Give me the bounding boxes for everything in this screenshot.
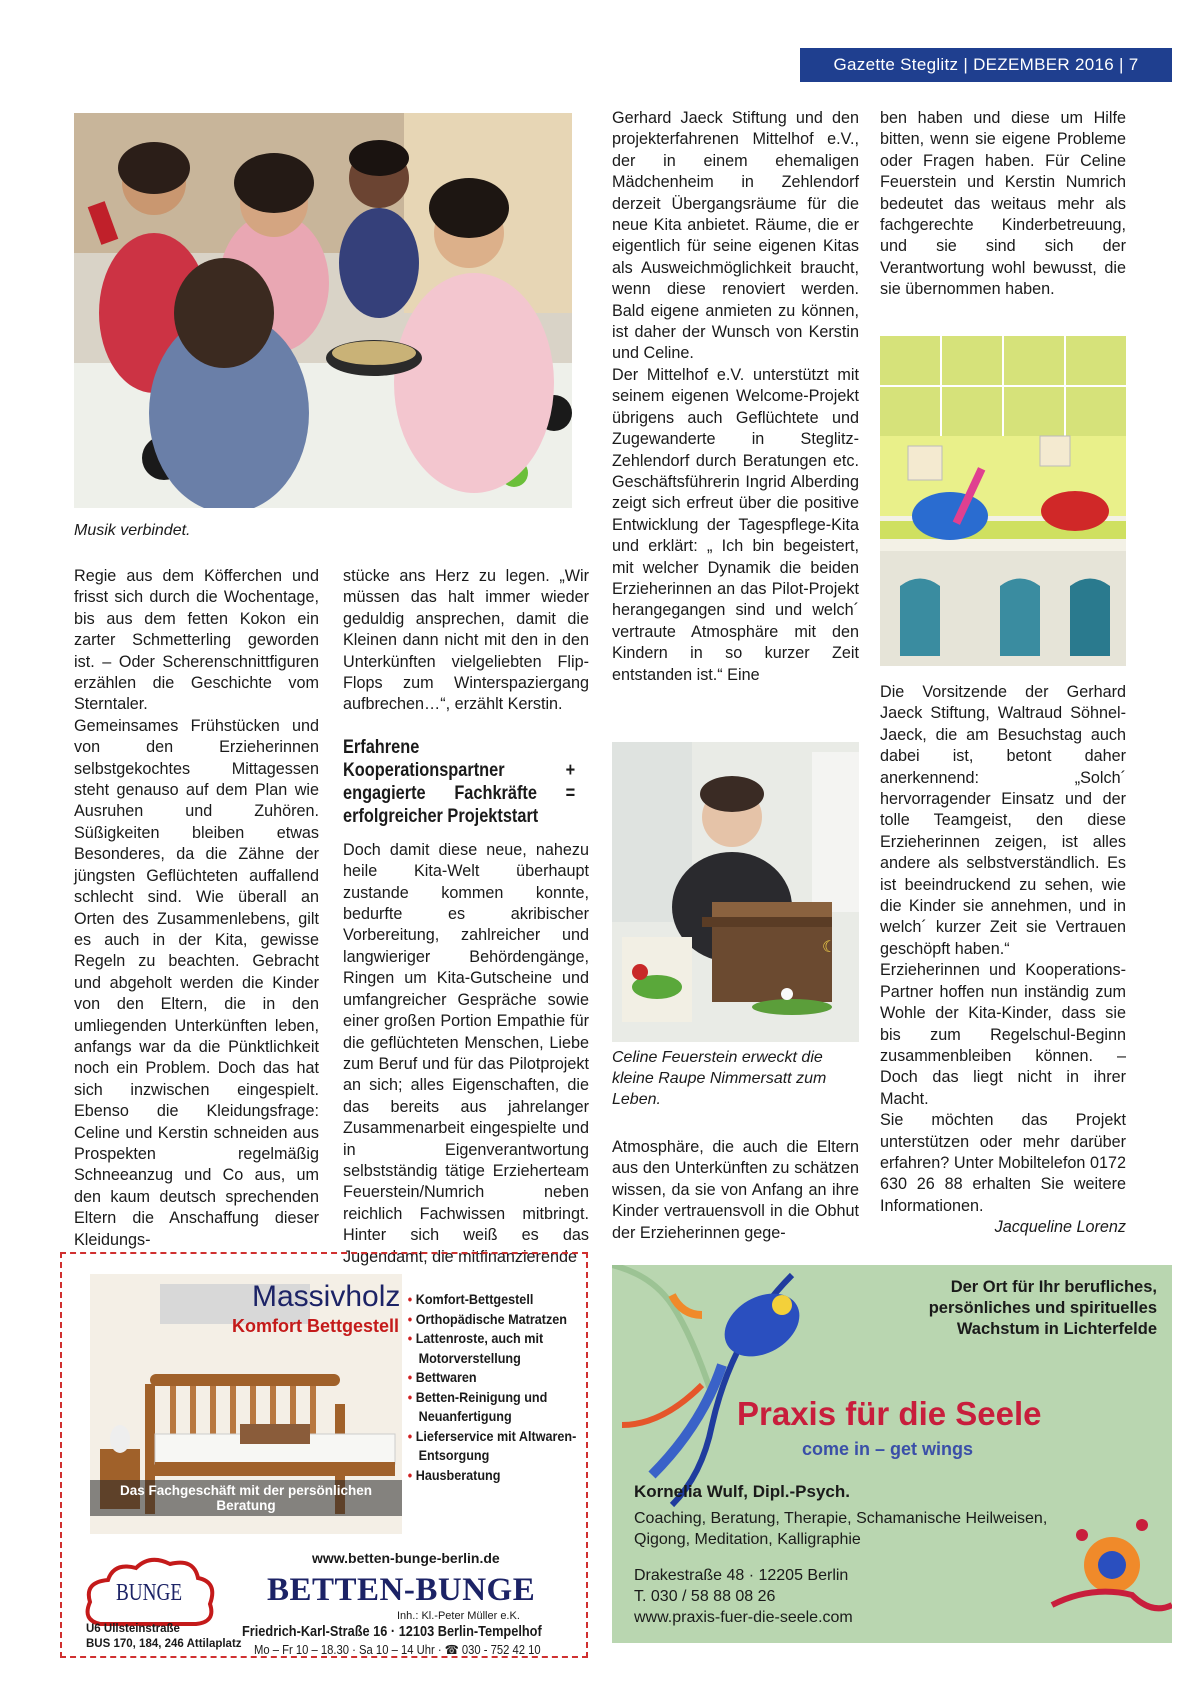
ad-title: Praxis für die Seele [737, 1395, 1042, 1432]
paragraph: ben haben und diese um Hilfe bitten, wenn sie eigene Probleme oder Fragen haben. Für Celine Feuerstein und Kerstin Numrich bedeutet das weitaus mehr als fachgerechte Kinderbetreuung, und sie sind sich der Verantwortung wohl bewusst, die sie übernommen haben. [880, 109, 1126, 299]
ad-contact [634, 1565, 853, 1628]
author-signature: Jacqueline Lorenz [994, 1218, 1126, 1237]
paragraph: Erzieherinnen und Kooperations-Partner hoffen nun inständig zum Wohle der Kita-Kinder, dass sie bis zum Regelschul-Beginn zusammenbleiben können. – Doch das liegt nicht in ihrer Macht. [880, 961, 1126, 1108]
list-item: • Bettwaren [406, 1368, 577, 1388]
transit-bus: BUS 170, 184, 246 Attilaplatz [86, 1638, 242, 1650]
ad-company-name: BETTEN-BUNGE [267, 1572, 536, 1608]
section-heading: Erfahrene Kooperationspartner + engagierte Fachkräfte = erfolgreicher Projektstart [343, 736, 576, 827]
paragraph: Die Vorsitzende der Gerhard Jaeck Stiftung, Waltraud Söhnel-Jaeck, die am Besuchstag auch dabei ist, betont daher anerkennend: „Solch´ hervorragender Einsatz und der tolle Teamgeist, den diese Erzieherinnen zeigen, ist alles andere als selbstverständlich. Es ist beeindruckend zu sehen, wie die Kinder sie annehmen, und in welch´ kurzer Zeit sie Vertrauen geschöpft haben.“ [880, 683, 1126, 958]
transit-ubahn: U6 Ullsteinstraße [86, 1623, 180, 1635]
list-item: • Hausberatung [406, 1466, 577, 1486]
photo-children-music [74, 113, 572, 508]
paragraph: Gerhard Jaeck Stiftung und den projekterfahrenen Mittelhof e.V., der in einem ehemaligen Mädchenheim in Zehlendorf derzeit Übergangsräume für die neue Kita anbietet. Räume, die er eigentlich für seine eigenen Kitas als Ausweichmöglichkeit braucht, wenn diese renoviert werden. Bald eigene anmieten zu können, ist daher der Wunsch von Kerstin und Celine. [612, 109, 859, 363]
ad-brand-massivholz: Massivholz [252, 1280, 401, 1313]
ad-services: Coaching, Beratung, Therapie, Schamanische Heilweisen, Qigong, Meditation, Kalligraphie [634, 1510, 1048, 1548]
article-column-1 [74, 566, 319, 1251]
photo-washroom [880, 336, 1126, 666]
logo-text: BUNGE [116, 1580, 183, 1606]
photo-celine-caterpillar [612, 742, 859, 1042]
svg-text:☾: ☾ [822, 939, 837, 956]
article-column-3-continued [612, 1137, 859, 1244]
paragraph: Gemeinsames Frühstücken und von den Erzieherinnen selbstgekochtes Mittagessen steht genauso auf dem Plan wie Ausruhen und Zuhören. Süßigkeiten bleiben etwas Besonderes, da die Zähne der jüngsten Geflüchteten auffallend schlecht sind. Wie überall an Orten des Zusammenlebens, gilt es auch in der Kita, gewisse Regeln zu beachten. Gebracht und abgeholt werden die Kinder von den Eltern, die in den umliegenden Unterkünften leben, anfangs war da die Pünktlichkeit noch ein Problem. Doch das hat sich inzwischen eingespielt. Ebenso die Kleidungsfrage: Celine und Kerstin schneiden aus Prospekten regelmäßig Schneeanzug und Co aus, um den kaum deutsch sprechenden Eltern die Anschaffung dieser Kleidungs- [74, 716, 319, 1249]
ad-service-list [406, 1290, 577, 1485]
ad-phone: T. 030 / 58 88 08 26 [634, 1588, 776, 1605]
paragraph: stücke ans Herz zu legen. „Wir müssen das halt immer wieder geduldig ansprechen, damit die Kleinen dann nicht mit den in den Unterkünften vielgeliebten Flip-Flops zum Winterspaziergang aufbrechen…“, erzählt Kerstin. [343, 567, 589, 714]
ad-website: www.betten-bunge-berlin.de [312, 1550, 500, 1566]
ad-practitioner: Kornelia Wulf, Dipl.-Psych. [634, 1482, 850, 1501]
ad-hours: Mo – Fr 10 – 18.30 · Sa 10 – 14 Uhr · ☎ 030 - 752 42 10 [254, 1643, 541, 1657]
list-item: • Betten-Reinigung und Neuanfertigung [406, 1388, 577, 1427]
list-item: • Lieferservice mit Altwaren-Entsorgung [406, 1427, 577, 1466]
ad-transit [86, 1622, 242, 1652]
ad-slogan: Der Ort für Ihr berufliches, persönliches und spirituelles Wachstum in Lichterfelde [928, 1278, 1157, 1338]
list-item: • Orthopädische Matratzen [406, 1310, 577, 1330]
washroom-image [880, 336, 1126, 666]
article-column-4 [880, 108, 1126, 301]
paragraph: Atmosphäre, die auch die Eltern aus den Unterkünften zu schätzen wissen, da sie von Anfang an ihre Kinder vertrauensvoll in die Obhut der Erzieherinnen gege- [612, 1138, 859, 1242]
list-item: • Lattenroste, auch mit Motorverstellung [406, 1329, 577, 1368]
children-music-image [74, 113, 572, 508]
ad-praxis-fuer-die-seele [612, 1265, 1172, 1643]
paragraph: Doch damit diese neue, nahezu heile Kita-Welt überhaupt zustande kommen konnte, bedurfte es akribischer Vorbereitung, zahlreicher und langwieriger Behördengänge, Ringen um Kita-Gutscheine und umfangreicher Gespräche sowie einer großen Portion Empathie für die geflüchteten Menschen, Liebe zum Beruf und für das Pilotprojekt an sich; alles Eigenschaften, die das bereits aus jahrelanger Zusammenarbeit eingespielte und in Eigenverantwortung selbstständig tätige Erzieherteam Feuerstein/Numrich neben reichlich Fachwissen mitbringt. Hinter sich weiß es das Jugendamt, die mitfinanzierende [343, 840, 589, 1266]
article-column-4-continued [880, 682, 1126, 1239]
ad-address: Drakestraße 48 · 12205 Berlin [634, 1567, 849, 1584]
ad-betten-bunge [60, 1252, 588, 1658]
ad-address: Friedrich-Karl-Straße 16 · 12103 Berlin-Tempelhof [242, 1624, 542, 1640]
ad-owner: Inh.: Kl.-Peter Müller e.K. [397, 1610, 520, 1622]
article-column-2 [343, 566, 589, 1268]
ad-subtitle: come in – get wings [802, 1439, 974, 1459]
photo-caption-celine: Celine Feuerstein erweckt die kleine Raupe Nimmersatt zum Leben. [612, 1049, 827, 1108]
page-header: Gazette Steglitz | DEZEMBER 2016 | 7 [800, 48, 1172, 82]
paragraph: Sie möchten das Projekt unterstützen oder mehr darüber erfahren? Unter Mobiltelefon 0172 630 26 88 erhalten Sie weitere Informationen. [880, 1111, 1126, 1215]
paragraph: Der Mittelhof e.V. unterstützt mit seinem eigenen Welcome-Projekt übrigens auch Geflüchtete und Zugewanderte in Steglitz-Zehlendorf durch Beratungen etc. Geschäftsführerin Ingrid Alberding zeigt sich erfreut über die positive Entwicklung der Tagespflege-Kita und erklärt: „ Ich bin begeistert, mit welcher Dynamik die beiden Erzieherinnen an das Pilot-Projekt herangegangen sind und welch´ vertraute Atmosphäre mit den Kindern in so kurzer Zeit entstanden ist.“ Eine [612, 365, 859, 684]
ad-tagline: Das Fachgeschäft mit der persönlichen Beratung [90, 1480, 402, 1516]
ad-web: www.praxis-fuer-die-seele.com [634, 1609, 853, 1626]
photo-caption-music: Musik verbindet. [74, 522, 191, 539]
article-column-3 [612, 108, 859, 686]
paragraph: Regie aus dem Köfferchen und frisst sich durch die Wochentage, bis aus dem fetten Kokon ein zarter Schmetterling geworden ist. – Oder Scherenschnittfiguren erzählen die Geschichte vom Sterntaler. [74, 567, 319, 714]
list-item: • Komfort-Bettgestell [406, 1290, 577, 1310]
celine-image [612, 742, 859, 1042]
ad-brand-subline: Komfort Bettgestell [232, 1316, 400, 1336]
